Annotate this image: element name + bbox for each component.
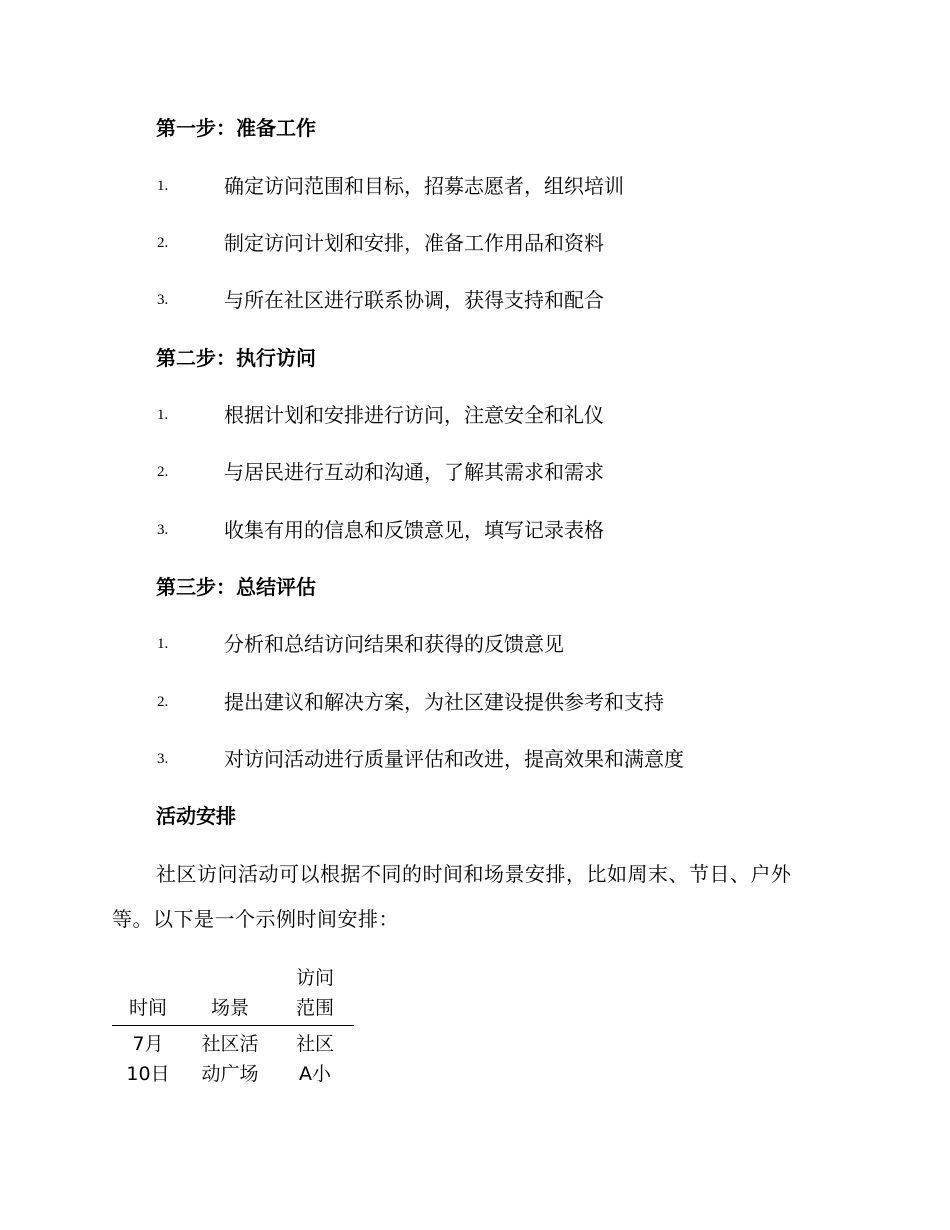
cell-scope: 社区 A小 xyxy=(295,1033,334,1085)
header-cell xyxy=(112,993,184,1023)
list-text: 分析和总结访问结果和获得的反馈意见 xyxy=(224,632,564,656)
table-row xyxy=(112,1026,354,1090)
list-number: 3. xyxy=(157,292,169,308)
table-cell xyxy=(112,1029,184,1089)
list-text: 与居民进行互动和沟通，了解其需求和需求 xyxy=(224,460,604,484)
list-item xyxy=(0,630,950,658)
list-item xyxy=(0,229,950,257)
activity-paragraph: 社区访问活动可以根据不同的时间和场景安排，比如周末、节日、户外等。以下是一个示例时间安排： xyxy=(112,862,792,931)
list-item xyxy=(0,172,950,200)
list-item xyxy=(0,401,950,429)
list-item xyxy=(0,458,950,486)
header-scope: 访问 范围 xyxy=(295,967,334,1019)
table-cell xyxy=(188,1029,272,1089)
section-heading-step1: 第一步：准备工作 xyxy=(156,116,316,140)
table-header xyxy=(112,962,354,1026)
list-number: 2. xyxy=(157,235,169,251)
section-heading-activity: 活动安排 xyxy=(156,804,236,828)
list-text: 制定访问计划和安排，准备工作用品和资料 xyxy=(224,231,604,255)
list-item xyxy=(0,688,950,716)
list-number: 1. xyxy=(157,636,169,652)
list-number: 1. xyxy=(157,407,169,423)
list-number: 3. xyxy=(157,522,169,538)
list-text: 收集有用的信息和反馈意见，填写记录表格 xyxy=(224,518,604,542)
header-time: 时间 xyxy=(128,997,167,1019)
list-number: 2. xyxy=(157,694,169,710)
cell-time: 7月 10日 xyxy=(126,1033,170,1085)
section-heading-step3: 第三步：总结评估 xyxy=(156,575,316,599)
section-heading-step2: 第二步：执行访问 xyxy=(156,346,316,370)
cell-scene: 社区活 动广场 xyxy=(201,1033,259,1085)
list-text: 对访问活动进行质量评估和改进，提高效果和满意度 xyxy=(224,747,684,771)
list-item xyxy=(0,286,950,314)
schedule-table xyxy=(112,962,354,1090)
list-number: 3. xyxy=(157,751,169,767)
header-cell xyxy=(188,993,272,1023)
list-item xyxy=(0,745,950,773)
list-text: 根据计划和安排进行访问，注意安全和礼仪 xyxy=(224,403,604,427)
list-text: 提出建议和解决方案，为社区建设提供参考和支持 xyxy=(224,690,664,714)
header-scene: 场景 xyxy=(210,997,249,1019)
list-number: 2. xyxy=(157,464,169,480)
header-cell xyxy=(276,963,354,1023)
list-text: 与所在社区进行联系协调，获得支持和配合 xyxy=(224,288,604,312)
list-item xyxy=(0,516,950,544)
table-cell xyxy=(276,1029,354,1089)
list-number: 1. xyxy=(157,178,169,194)
list-text: 确定访问范围和目标，招募志愿者，组织培训 xyxy=(224,174,624,198)
